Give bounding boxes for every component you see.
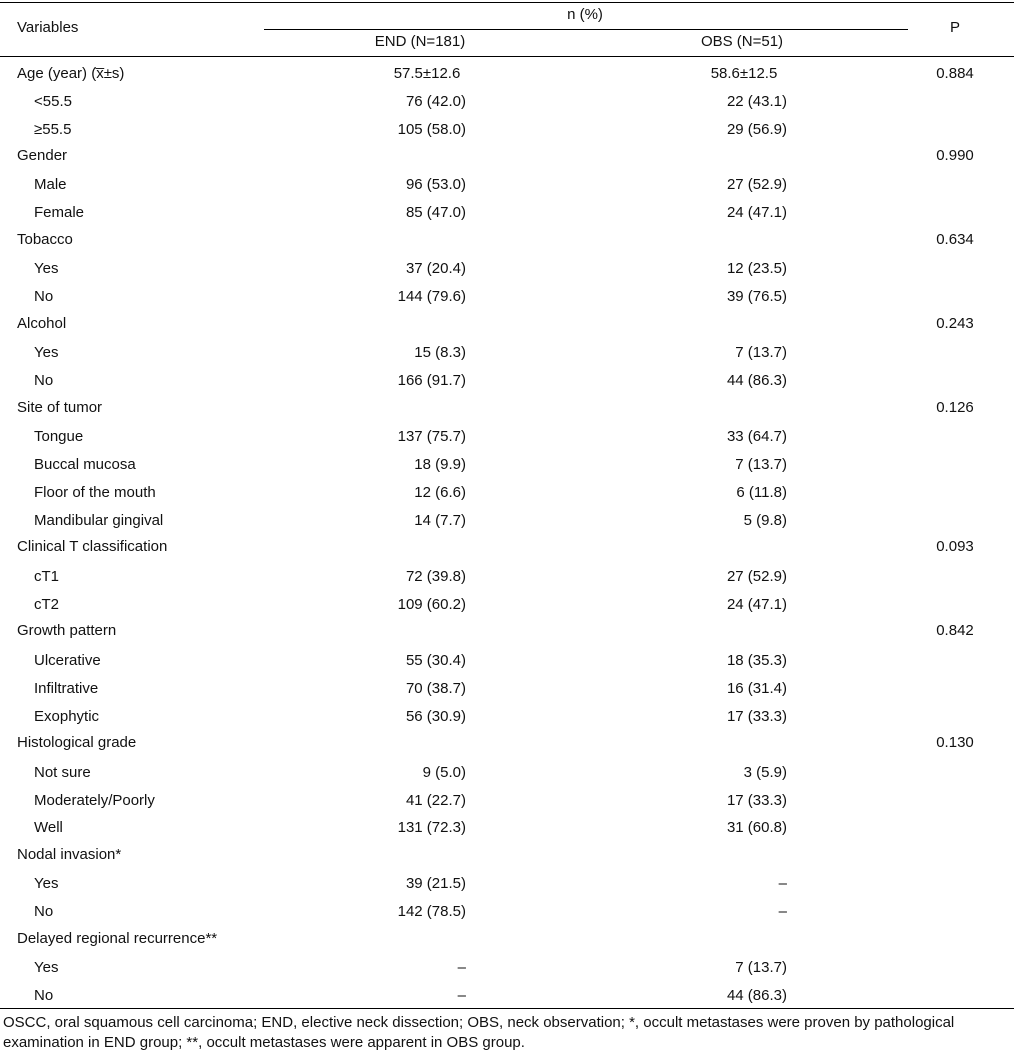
end-value: 41 (22.7): [405, 792, 466, 809]
end-value: 109 (60.2): [397, 596, 466, 613]
end-value: 70 (38.7): [405, 680, 466, 697]
row-label: Clinical T classification: [17, 538, 168, 555]
end-value: 12 (6.6): [414, 484, 466, 501]
p-value: 0.842: [936, 622, 974, 639]
row-label: Site of tumor: [17, 399, 103, 416]
obs-value: 17 (33.3): [726, 792, 787, 809]
p-value: 0.126: [936, 399, 974, 416]
table-row: [0, 315, 1014, 333]
obs-value: 44 (86.3): [726, 372, 787, 389]
row-label: Histological grade: [17, 734, 137, 751]
end-value: 56 (30.9): [405, 708, 466, 725]
header-p: P: [949, 19, 960, 36]
obs-value: 58.6±12.5: [710, 65, 778, 82]
table-row: [0, 846, 1014, 864]
table-row: [0, 147, 1014, 165]
row-label: Delayed regional recurrence**: [17, 930, 218, 947]
table-subrow: [0, 987, 1014, 1005]
row-label: Yes: [34, 260, 59, 277]
row-label: Male: [34, 176, 67, 193]
end-value: –: [457, 987, 466, 1004]
table-subrow: [0, 819, 1014, 837]
obs-value: 31 (60.8): [726, 819, 787, 836]
header-n-percent: n (%): [567, 6, 603, 23]
row-label: Floor of the mouth: [34, 484, 156, 501]
obs-value: 12 (23.5): [726, 260, 787, 277]
row-label: Mandibular gingival: [34, 512, 164, 529]
row-label: Female: [34, 204, 85, 221]
end-value: 15 (8.3): [414, 344, 466, 361]
obs-value: 33 (64.7): [726, 428, 787, 445]
row-label: Tongue: [34, 428, 84, 445]
row-label: No: [34, 372, 54, 389]
row-label: Infiltrative: [34, 680, 99, 697]
table-row: [0, 622, 1014, 640]
table-subrow: [0, 93, 1014, 111]
row-label: Gender: [17, 147, 68, 164]
table-subrow: [0, 764, 1014, 782]
table-subrow: [0, 121, 1014, 139]
table-bottom-rule: [0, 1008, 1014, 1009]
row-label: <55.5: [34, 93, 72, 110]
row-label: No: [34, 903, 54, 920]
end-value: 57.5±12.6: [393, 65, 461, 82]
end-value: 18 (9.9): [414, 456, 466, 473]
table-subrow: [0, 344, 1014, 362]
row-label: Yes: [34, 959, 59, 976]
row-label: Age (year) (x̅±s): [17, 65, 125, 82]
end-value: 76 (42.0): [405, 93, 466, 110]
obs-value: 24 (47.1): [726, 204, 787, 221]
obs-value: 27 (52.9): [726, 568, 787, 585]
p-value: 0.884: [936, 65, 974, 82]
table-subrow: [0, 428, 1014, 446]
table-subrow: [0, 204, 1014, 222]
row-label: Nodal invasion*: [17, 846, 122, 863]
end-value: 55 (30.4): [405, 652, 466, 669]
row-label: cT1: [34, 568, 60, 585]
row-label: Tobacco: [17, 231, 73, 248]
p-value: 0.243: [936, 315, 974, 332]
row-label: Ulcerative: [34, 652, 101, 669]
end-value: 137 (75.7): [397, 428, 466, 445]
row-label: Well: [34, 819, 63, 836]
row-label: Yes: [34, 344, 59, 361]
obs-value: 7 (13.7): [735, 344, 787, 361]
row-label: Growth pattern: [17, 622, 117, 639]
table-subrow: [0, 372, 1014, 390]
obs-value: –: [778, 903, 787, 920]
table-subrow: [0, 512, 1014, 530]
table-row: [0, 65, 1014, 83]
header-end-group: END (N=181): [374, 33, 466, 50]
row-label: Alcohol: [17, 315, 67, 332]
row-label: Yes: [34, 875, 59, 892]
row-label: Buccal mucosa: [34, 456, 136, 473]
table-subrow: [0, 708, 1014, 726]
row-label: No: [34, 987, 54, 1004]
obs-value: –: [778, 875, 787, 892]
row-label: cT2: [34, 596, 60, 613]
end-value: 96 (53.0): [405, 176, 466, 193]
obs-value: 24 (47.1): [726, 596, 787, 613]
table-subrow: [0, 484, 1014, 502]
row-label: Not sure: [34, 764, 91, 781]
end-value: 39 (21.5): [405, 875, 466, 892]
table-subrow: [0, 568, 1014, 586]
table-subrow: [0, 456, 1014, 474]
obs-value: 5 (9.8): [743, 512, 787, 529]
top-rule: [0, 2, 1014, 3]
obs-value: 17 (33.3): [726, 708, 787, 725]
obs-value: 27 (52.9): [726, 176, 787, 193]
obs-value: 6 (11.8): [736, 484, 787, 501]
end-value: 131 (72.3): [397, 819, 466, 836]
end-value: –: [457, 959, 466, 976]
table-subrow: [0, 959, 1014, 977]
n-percent-underline: [264, 29, 908, 30]
table-subrow: [0, 875, 1014, 893]
obs-value: 22 (43.1): [726, 93, 787, 110]
row-label: Moderately/Poorly: [34, 792, 155, 809]
table-row: [0, 231, 1014, 249]
table-subrow: [0, 176, 1014, 194]
obs-value: 18 (35.3): [726, 652, 787, 669]
end-value: 142 (78.5): [397, 903, 466, 920]
header-variables: Variables: [17, 19, 79, 36]
obs-value: 44 (86.3): [726, 987, 787, 1004]
row-label: ≥55.5: [34, 121, 72, 138]
row-label: Exophytic: [34, 708, 100, 725]
p-value: 0.634: [936, 231, 974, 248]
p-value: 0.093: [936, 538, 974, 555]
end-value: 85 (47.0): [405, 204, 466, 221]
obs-value: 29 (56.9): [726, 121, 787, 138]
end-value: 72 (39.8): [405, 568, 466, 585]
table-subrow: [0, 596, 1014, 614]
header-bottom-rule: [0, 56, 1014, 57]
end-value: 37 (20.4): [405, 260, 466, 277]
p-value: 0.130: [936, 734, 974, 751]
end-value: 105 (58.0): [397, 121, 466, 138]
table-subrow: [0, 792, 1014, 810]
obs-value: 7 (13.7): [735, 456, 787, 473]
table-row: [0, 734, 1014, 752]
end-value: 144 (79.6): [397, 288, 466, 305]
table-row: [0, 930, 1014, 948]
header-obs-group: OBS (N=51): [700, 33, 784, 50]
table-subrow: [0, 260, 1014, 278]
end-value: 166 (91.7): [397, 372, 466, 389]
obs-value: 3 (5.9): [743, 764, 787, 781]
table-subrow: [0, 680, 1014, 698]
p-value: 0.990: [936, 147, 974, 164]
obs-value: 7 (13.7): [735, 959, 787, 976]
table-subrow: [0, 903, 1014, 921]
row-label: No: [34, 288, 54, 305]
table-row: [0, 399, 1014, 417]
table-row: [0, 538, 1014, 556]
obs-value: 16 (31.4): [726, 680, 787, 697]
table-subrow: [0, 652, 1014, 670]
end-value: 14 (7.7): [414, 512, 466, 529]
obs-value: 39 (76.5): [726, 288, 787, 305]
end-value: 9 (5.0): [422, 764, 466, 781]
table-subrow: [0, 288, 1014, 306]
table-footnote: OSCC, oral squamous cell carcinoma; END, elective neck dissection; OBS, neck observation; *, occult metastases were proven by pathological examination in END group; **, occult metastases were apparent in OBS group.: [3, 1014, 955, 1051]
